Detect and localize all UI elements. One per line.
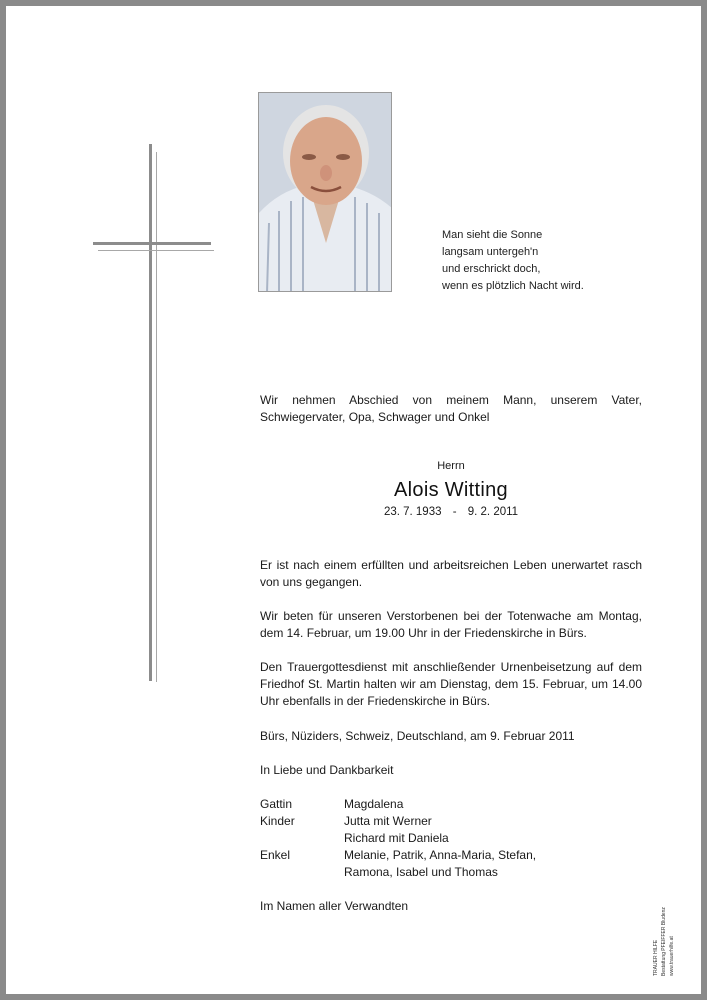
salutation: Herrn: [437, 460, 465, 472]
paragraph-wake: Wir beten für unseren Verstorbenen bei der Totenwache am Montag, dem 14. Februar, um 19.00 Uhr in der Friedenskirche in Bürs.: [260, 609, 642, 640]
cross-horizontal-shadow: [98, 250, 214, 251]
family-role: Gattin: [260, 797, 293, 811]
poem-line: Man sieht die Sonne: [442, 229, 543, 241]
closing-line: Im Namen aller Verwandten: [260, 899, 409, 913]
place-date: Bürs, Nüziders, Schweiz, Deutschland, am 9. Februar 2011: [260, 729, 575, 743]
family-names: Richard mit Daniela: [344, 831, 449, 845]
family-names: Magdalena: [344, 797, 404, 811]
cross-vertical-shadow: [156, 152, 157, 682]
love-gratitude: In Liebe und Dankbarkeit: [260, 763, 394, 777]
family-row: [260, 847, 644, 864]
death-date: 9. 2. 2011: [467, 506, 519, 518]
intro-text: Wir nehmen Abschied von meinem Mann, unserem Vater, Schwiegervater, Opa, Schwager und Onkel: [260, 393, 642, 424]
paragraph-passing: Er ist nach einem erfüllten und arbeitsreichen Leben unerwartet rasch von uns gegangen.: [260, 558, 642, 589]
family-names: Ramona, Isabel und Thomas: [344, 865, 498, 879]
family-names: Jutta mit Werner: [344, 814, 432, 828]
portrait-photo: [258, 92, 392, 292]
date-separator: -: [452, 506, 457, 518]
cross-vertical-bar: [149, 144, 152, 681]
family-names: Melanie, Patrik, Anna-Maria, Stefan,: [344, 848, 537, 862]
birth-date: 23. 7. 1933: [383, 506, 442, 518]
family-row: [260, 830, 644, 847]
poem-line: langsam untergeh'n: [442, 246, 539, 258]
family-role: [260, 864, 344, 881]
family-row: [260, 864, 644, 881]
family-role: Enkel: [260, 848, 291, 862]
life-dates: [260, 506, 642, 518]
paragraph-funeral: Den Trauergottesdienst mit anschließender Urnenbeisetzung auf dem Friedhof St. Martin halten wir am Dienstag, dem 15. Februar, um 14.00 Uhr ebenfalls in der Friedenskirche in Bürs.: [260, 660, 642, 708]
deceased-name: Alois Witting: [394, 479, 508, 501]
family-list: [260, 796, 644, 881]
family-role: Kinder: [260, 814, 295, 828]
logo-brand: TRAUER HILFE: [653, 939, 659, 976]
family-role: [260, 830, 344, 847]
family-row: [260, 796, 644, 813]
poem-line: und erschrickt doch,: [442, 263, 541, 275]
cross-horizontal-bar: [93, 242, 211, 245]
family-row: [260, 813, 644, 830]
poem-line: wenn es plötzlich Nacht wird.: [442, 280, 584, 292]
funeral-home-logo: [651, 876, 683, 976]
poem: [442, 227, 584, 295]
logo-company: Bestattung PFEIFFER Bludenz: [661, 907, 667, 976]
logo-website: www.trauerhilfe.at: [669, 936, 675, 976]
